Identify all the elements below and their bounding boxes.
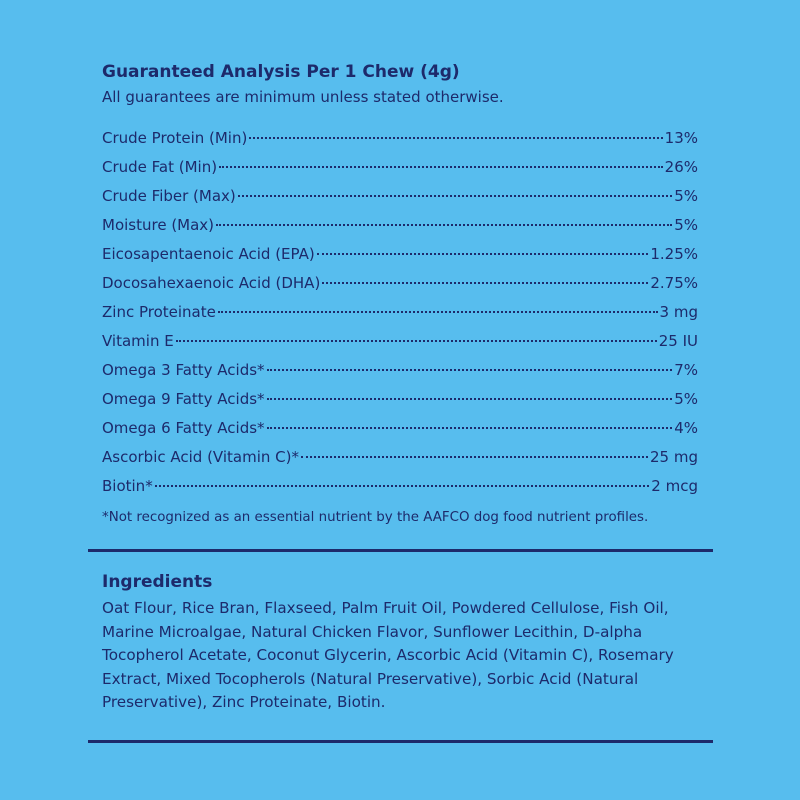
nutrient-value: 3 mg xyxy=(659,303,698,321)
nutrient-label: Crude Fiber (Max) xyxy=(102,187,236,205)
nutrient-value: 5% xyxy=(674,390,698,408)
nutrient-value: 5% xyxy=(674,216,698,234)
nutrient-label: Crude Protein (Min) xyxy=(102,129,248,147)
nutrient-value: 5% xyxy=(674,187,698,205)
nutrient-value: 25 mg xyxy=(650,448,698,466)
nutrient-label: Moisture (Max) xyxy=(102,216,215,234)
dot-leader xyxy=(267,354,673,371)
nutrient-value: 2.75% xyxy=(650,274,698,292)
nutrient-value: 13% xyxy=(664,129,698,147)
nutrient-value: 4% xyxy=(674,419,698,437)
dot-leader xyxy=(317,238,649,255)
nutrient-value: 2 mcg xyxy=(651,477,698,495)
analysis-row xyxy=(102,474,698,503)
nutrient-label: Zinc Proteinate xyxy=(102,303,216,321)
nutrient-label: Ascorbic Acid (Vitamin C)* xyxy=(102,448,299,466)
nutrient-label: Omega 6 Fatty Acids* xyxy=(102,419,265,437)
nutrient-label: Crude Fat (Min) xyxy=(102,158,218,176)
analysis-subtitle: All guarantees are minimum unless stated otherwise. xyxy=(102,88,504,106)
dot-leader xyxy=(238,180,672,197)
dot-leader xyxy=(267,412,673,429)
footnote: *Not recognized as an essential nutrient by the AAFCO dog food nutrient profiles. xyxy=(102,510,649,525)
bottom-divider xyxy=(88,740,713,743)
nutrient-label: Vitamin E xyxy=(102,332,174,350)
section-divider xyxy=(88,549,713,552)
nutrient-value: 1.25% xyxy=(650,245,698,263)
dot-leader xyxy=(216,209,672,226)
nutrient-label: Omega 3 Fatty Acids* xyxy=(102,361,265,379)
nutrient-label: Biotin* xyxy=(102,477,153,495)
nutrient-value: 26% xyxy=(664,158,698,176)
dot-leader xyxy=(267,383,673,400)
nutrient-value: 25 IU xyxy=(658,332,698,350)
analysis-title: Guaranteed Analysis Per 1 Chew (4g) xyxy=(102,62,460,82)
nutrient-label: Eicosapentaenoic Acid (EPA) xyxy=(102,245,315,263)
dot-leader xyxy=(219,151,663,168)
dot-leader xyxy=(176,325,657,342)
nutrient-label: Docosahexaenoic Acid (DHA) xyxy=(102,274,321,292)
analysis-table xyxy=(102,126,698,503)
dot-leader xyxy=(218,296,658,313)
ingredients-heading: Ingredients xyxy=(102,572,213,592)
dot-leader xyxy=(249,122,662,139)
dot-leader xyxy=(301,441,648,458)
nutrient-label: Omega 9 Fatty Acids* xyxy=(102,390,265,408)
dot-leader xyxy=(155,470,650,487)
dot-leader xyxy=(322,267,648,284)
ingredients-list: Oat Flour, Rice Bran, Flaxseed, Palm Fruit Oil, Powdered Cellulose, Fish Oil, Marine Microalgae, Natural Chicken Flavor, Sunflower Lecithin, D-alpha Tocopherol Acetate, Coconut Glycerin, Ascorbic Acid (Vitamin C), Rosemary Extract, Mixed Tocopherols (Natural Preservative), Sorbic Acid (Natural Preservative), Zinc Proteinate, Biotin. xyxy=(102,599,674,711)
nutrient-value: 7% xyxy=(674,361,698,379)
